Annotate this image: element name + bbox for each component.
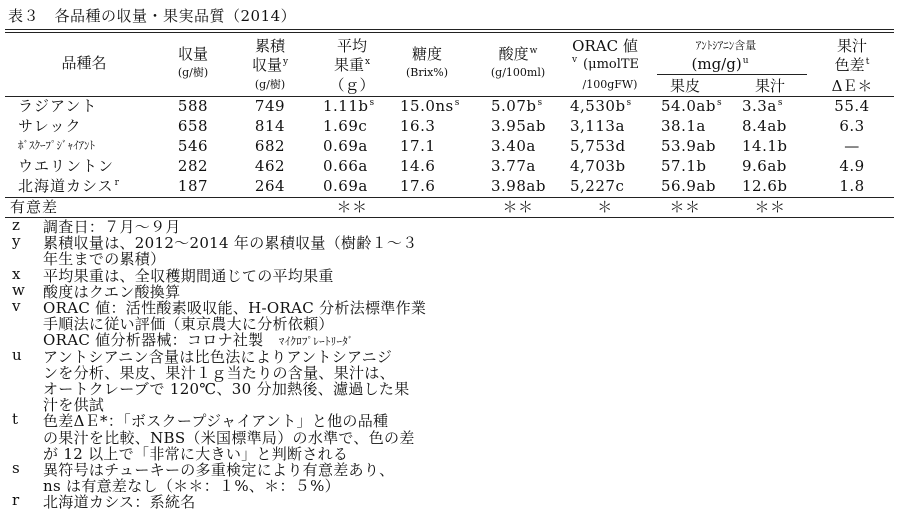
variety-name-text: ﾎﾞｽｸｰﾌﾟｼﾞｬｲｱﾝﾄ (18, 139, 95, 152)
cell-value: 588 (177, 97, 209, 115)
footnote-key: s (12, 459, 20, 477)
cell-value: 16.3 (400, 117, 436, 135)
table-cell-orac (570, 117, 625, 135)
footnote-text: ンを分析、果皮、果汁１ｇ当たりの含量、果汁は、 (43, 363, 395, 382)
cell-value: 282 (177, 157, 209, 175)
footnote-text: 調査日：７月～９月 (43, 218, 181, 236)
variety-name (18, 157, 114, 175)
cell-value: 0.66a (323, 157, 368, 175)
footnote-text: 酸度はクエン酸換算 (43, 282, 181, 301)
footnote-key: y (12, 232, 21, 251)
table-cell-skin (661, 157, 707, 175)
table-cell-sugar (400, 137, 435, 155)
table-cell-skin (661, 117, 706, 135)
column-header (792, 37, 899, 55)
table-cell-orac (570, 97, 632, 118)
table-cell-cum (230, 137, 310, 155)
table-cell-yield (153, 157, 233, 175)
footnote-text: アントシアニン含量は比色法によりアントシアニジ (43, 347, 393, 366)
footnote-text: の果汁を比較、NBS（米国標準局）の水準で、色の差 (43, 428, 415, 447)
table-cell-color (812, 177, 892, 195)
table-cell-sugar (400, 157, 435, 175)
table-cell-skin (661, 177, 716, 195)
column-header-text: (mg/g) (691, 55, 742, 73)
column-header (792, 77, 899, 95)
table-cell-yield (153, 117, 233, 135)
column-header-text: 色差 (834, 56, 865, 74)
cell-value: 5,753d (570, 137, 626, 155)
table-cell-juice (742, 97, 783, 118)
cell-value: 57.1b (661, 157, 707, 175)
column-header (792, 56, 899, 77)
table-cell-weight (323, 137, 368, 155)
footnote-text: 異符号はチューキーの多重検定により有意差あり、 (43, 461, 395, 479)
footnote-key: t (12, 410, 19, 429)
cell-value: 749 (254, 97, 286, 115)
column-header-text: (μmolTE (583, 57, 640, 72)
footnote-marker: s (454, 98, 460, 108)
cell-value: 658 (177, 117, 209, 135)
table-cell-yield (153, 137, 233, 155)
cell-value: 6.3 (839, 117, 865, 135)
cell-value: 1.11b (323, 97, 369, 115)
column-header (660, 55, 780, 76)
table-cell-weight (323, 177, 368, 195)
cell-value: 54.0ab (661, 97, 716, 115)
variety-name (18, 177, 120, 198)
column-header-text: 果汁 (836, 37, 867, 55)
variety-name (18, 137, 95, 155)
table-cell-color (812, 157, 892, 175)
footnote-line (43, 491, 196, 512)
significance-marker: ＊＊ (754, 198, 786, 216)
column-header-text: 収量 (177, 45, 208, 63)
footnote-marker: s (716, 98, 723, 108)
table-cell-sugar (400, 97, 460, 118)
table-cell-acid (491, 157, 536, 175)
footnote-marker: r (114, 178, 120, 188)
column-header-text: /100gFW) (582, 78, 638, 91)
variety-name-text: サレック (18, 117, 82, 135)
footnote-marker: t (865, 57, 870, 67)
cell-value: 0.69a (323, 137, 368, 155)
significance-label: 有意差 (10, 198, 59, 216)
footnote-key: w (12, 280, 25, 299)
table-cell-color (812, 137, 892, 155)
cell-value: 4,703b (570, 157, 626, 175)
footnote-key: z (12, 216, 20, 234)
column-header-text: (g/100ml) (490, 66, 546, 79)
footnote-text: 累積収量は、2012～2014 年の累積収量（樹齢１～３ (43, 234, 418, 253)
cell-value: 3.40a (491, 137, 536, 155)
footnote-key: v (12, 297, 21, 315)
column-header-text: 酸度 (498, 45, 529, 63)
column-header-text: 果皮 (669, 77, 700, 95)
cell-value: 5.07b (491, 97, 537, 115)
column-header (545, 37, 665, 55)
table-cell-acid (491, 97, 543, 118)
column-header-text: 品種名 (61, 54, 107, 72)
cell-value: 546 (177, 137, 209, 155)
table-cell-juice (742, 157, 787, 175)
cell-value: 9.6ab (742, 157, 787, 175)
cell-value: 55.4 (834, 97, 870, 115)
column-header-text: ΔＥ＊ (831, 77, 873, 95)
table-cell-yield (153, 97, 233, 115)
table-cell-cum (230, 177, 310, 195)
cell-value: 14.1b (742, 137, 788, 155)
column-header-text: (Brix%) (405, 66, 449, 79)
significance-marker: ＊＊ (669, 198, 701, 216)
cell-value: 187 (177, 177, 209, 195)
significance-marker: ＊＊ (502, 198, 534, 216)
table-cell-weight (323, 97, 375, 118)
footnote-marker: s (537, 98, 543, 108)
table-top-rule (5, 29, 894, 30)
footnote-marker: s (369, 98, 375, 108)
footnote-text: ORAC 値分析器械：コロナ社製 (43, 331, 279, 350)
cell-value: 1.8 (839, 177, 865, 195)
footnote-text: 北海道カシス：系統名 (43, 493, 196, 512)
cell-value: 3.3a (742, 97, 777, 115)
table-cell-sugar (400, 117, 435, 135)
table-cell-orac (570, 177, 624, 195)
footnote-text: オートクレーブで 120℃、30 分加熱後、濾過した果 (43, 380, 410, 398)
table-title: 表３ 各品種の収量・果実品質（2014） (8, 7, 297, 25)
column-header-text: ORAC 値 (572, 37, 638, 55)
column-header-text: (g/樹) (177, 66, 209, 79)
footnote-marker: u (742, 56, 749, 66)
table-cell-orac (570, 157, 626, 175)
table-cell-yield (153, 177, 233, 195)
column-header (666, 37, 786, 55)
table-cell-acid (491, 117, 546, 135)
cell-value: — (844, 137, 860, 155)
column-header-text: （ｇ） (329, 76, 375, 94)
column-header-text: 果汁 (754, 77, 785, 95)
table-cell-juice (742, 117, 787, 135)
cell-value: 0.69a (323, 177, 368, 195)
variety-name-text: 北海道カシス (18, 177, 114, 195)
column-header-text: 平均 (336, 37, 367, 55)
table-cell-cum (230, 157, 310, 175)
cell-value: 38.1a (661, 117, 706, 135)
cell-value: 14.6 (400, 157, 436, 175)
footnote-key: x (12, 264, 21, 283)
footnote-text: 色差ΔＥ*：「ボスクープジャイアント」と他の品種 (43, 412, 389, 431)
table-cell-acid (491, 137, 536, 155)
variety-name (18, 97, 97, 115)
significance-marker: ＊＊ (336, 198, 368, 216)
column-header (24, 54, 144, 72)
table-cell-acid (491, 177, 546, 195)
footnote-text: ORAC 値：活性酸素吸収能、H-ORAC 分析法標準作業 (43, 299, 427, 317)
variety-name (18, 117, 82, 135)
cell-value: 3,113a (570, 117, 625, 135)
cell-value: 56.9ab (661, 177, 716, 195)
footnote-text: 平均果重は、全収穫期間通じての平均果重 (43, 266, 334, 285)
table-cell-weight (323, 157, 368, 175)
column-header-text: 累積 (254, 37, 285, 55)
table-cell-color (812, 117, 892, 135)
table-cell-cum (230, 117, 310, 135)
footnote-text: が 12 以上で「非常に大きい」と判断される (43, 444, 349, 463)
footnote-key: r (12, 491, 20, 510)
cell-value: 814 (254, 117, 286, 135)
cell-value: 264 (254, 177, 286, 195)
cell-value: 462 (254, 157, 286, 175)
variety-name-text: ウエリントン (18, 157, 115, 175)
cell-value: 3.77a (491, 157, 536, 175)
footnote-key: u (12, 345, 22, 364)
table-cell-juice (742, 177, 788, 195)
footnote-marker: w (529, 46, 538, 56)
cell-value: 5,227c (570, 177, 625, 195)
cell-value: 15.0ns (400, 97, 454, 115)
cell-value: 4,530b (570, 97, 626, 115)
table-top-rule (5, 32, 894, 33)
cell-value: 8.4ab (742, 117, 787, 135)
cell-value: 682 (254, 137, 286, 155)
column-header-text: ｱﾝﾄｼｱﾆﾝ含量 (695, 39, 757, 52)
footnote-text: 年生までの累積） (43, 250, 166, 269)
footnote-marker: s (777, 98, 783, 108)
footnote-marker: s (626, 98, 632, 108)
table-cell-cum (230, 97, 310, 115)
column-header-text: 果重 (333, 56, 364, 74)
column-header-text: (g/樹) (254, 78, 286, 91)
table-cell-weight (323, 117, 367, 135)
table-cell-skin (661, 137, 716, 155)
cell-value: 53.9ab (661, 137, 716, 155)
column-header-text: 糖度 (411, 45, 442, 63)
cell-value: 12.6b (742, 177, 788, 195)
table-cell-juice (742, 137, 788, 155)
footnote-text: 汁を供試 (43, 396, 105, 415)
instrument-name: ﾏｲｸﾛﾌﾟﾚｰﾄﾘｰﾀﾞ (278, 335, 354, 349)
variety-name-text: ラジアント (18, 97, 98, 115)
table-cell-skin (661, 97, 722, 118)
cell-value: 1.69c (323, 117, 368, 135)
footnote-marker: y (282, 57, 289, 67)
footnote-marker: x (364, 57, 371, 67)
cell-value: 3.95ab (491, 117, 546, 135)
footnote-marker: v (571, 55, 578, 65)
cell-value: 4.9 (839, 157, 865, 175)
column-header (545, 56, 665, 75)
footnote-text: 手順法に従い評価（東京農大に分析依頼） (43, 315, 334, 334)
significance-marker: ＊ (597, 198, 613, 216)
table-cell-sugar (400, 177, 435, 195)
cell-value: 17.1 (400, 137, 436, 155)
footnote-text: ns は有意差なし（＊＊：１%、＊：５%） (43, 477, 340, 496)
column-header-text: 収量 (251, 56, 282, 74)
table-cell-orac (570, 137, 626, 155)
cell-value: 17.6 (400, 177, 436, 195)
cell-value: 3.98ab (491, 177, 546, 195)
table-cell-color (812, 97, 892, 115)
